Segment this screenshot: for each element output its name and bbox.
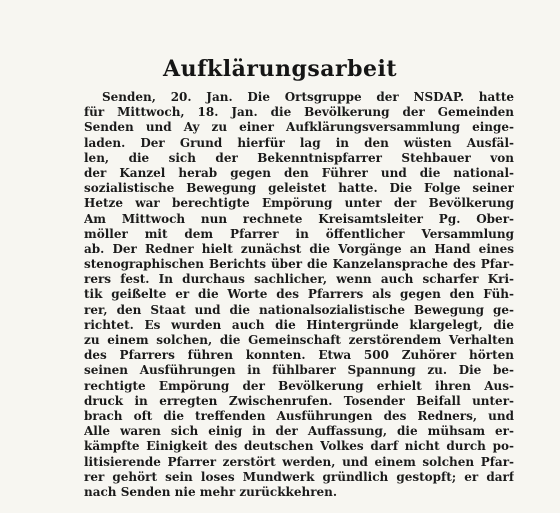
article-line: len, die sich der Bekenntnispfarrer Stehbauer von <box>84 150 514 165</box>
article-line: zu einem solchen, die Gemeinschaft zerstörendem Verhalten <box>84 333 514 347</box>
article-line: stenographischen Berichts über die Kanzelansprache des Pfar- <box>84 257 514 272</box>
article-line: nach Senden nie mehr zurückkehren. <box>84 484 338 499</box>
article-line: Am Mittwoch nun rechnete Kreisamtsleiter Pg. Ober- <box>84 211 514 226</box>
article-line: sozialistische Bewegung geleistet hatte. Die Folge seiner <box>84 181 514 196</box>
article-line: Hetze war berechtigte Empörung unter der Bevölkerung <box>84 196 514 211</box>
article-line: rer, den Staat und die nationalsozialistische Bewegung ge- <box>84 302 514 317</box>
article-line: kämpfte Einigkeit des deutschen Volkes darf nicht durch po- <box>84 439 514 454</box>
article-line: richtet. Es wurden auch die Hintergründe klargelegt, die <box>84 317 514 332</box>
article-line: laden. Der Grund hierfür lag in den wüsten Ausfäl- <box>84 135 514 150</box>
article-line: ab. Der Redner hielt zunächst die Vorgänge an Hand eines <box>84 241 514 256</box>
article-line: rer gehört sein loses Mundwerk gründlich gestopft; er darf <box>84 469 514 484</box>
article-line: für Mittwoch, 18. Jan. die Bevölkerung der Gemeinden <box>84 105 514 120</box>
article-line: möller mit dem Pfarrer in öffentlicher Versammlung <box>84 226 514 241</box>
article-line: der Kanzel herab gegen den Führer und die national- <box>84 165 514 180</box>
article-line: druck in erregten Zwischenrufen. Tosender Beifall unter- <box>84 393 514 408</box>
article-line: seinen Ausführungen in fühlbarer Spannung zu. Die be- <box>84 363 514 378</box>
article-body <box>84 90 514 500</box>
article-line: des Pfarrers führen konnten. Etwa 500 Zuhörer hörten <box>84 348 514 363</box>
article-line: litisierende Pfarrer zerstört werden, und einem solchen Pfar- <box>84 454 514 469</box>
article-line: Senden, 20. Jan. Die Ortsgruppe der NSDAP. hatte <box>102 90 514 104</box>
article-line: rers fest. In durchaus sachlicher, wenn auch scharfer Kri- <box>84 272 514 287</box>
article-line: rechtigte Empörung der Bevölkerung erhielt ihren Aus- <box>84 378 514 393</box>
article-headline: Aufklärungsarbeit <box>163 56 397 82</box>
article-line: Alle waren sich einig in der Auffassung, die mühsam er- <box>84 424 514 439</box>
article-line: Senden und Ay zu einer Aufklärungsversammlung einge- <box>84 120 514 135</box>
article-line: brach oft die treffenden Ausführungen des Redners, und <box>84 408 514 423</box>
article-line: tik geißelte er die Worte des Pfarrers als gegen den Füh- <box>84 287 514 302</box>
